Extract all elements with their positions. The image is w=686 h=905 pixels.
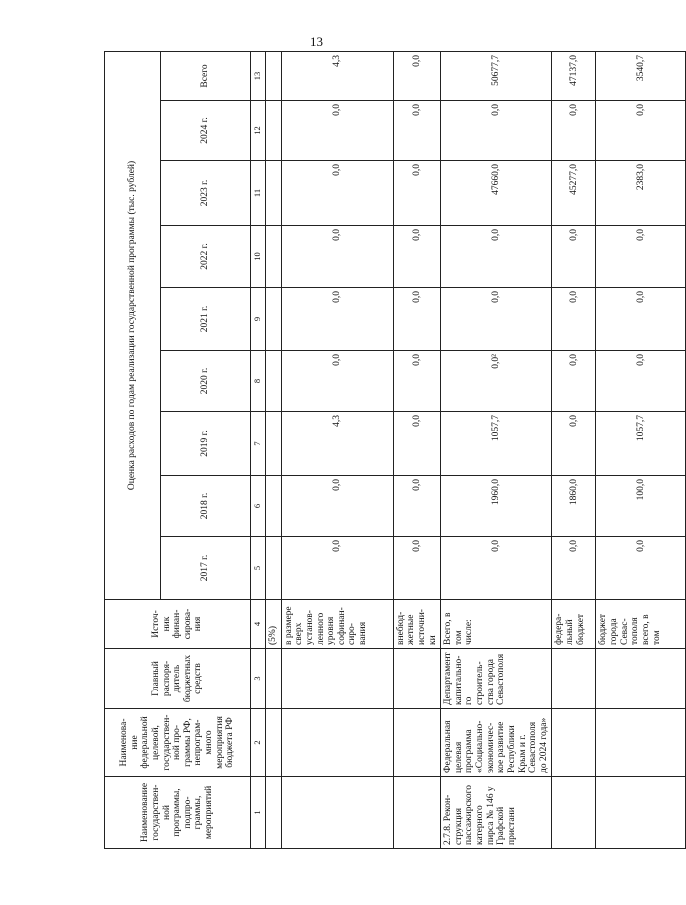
rotated-table-container (104, 52, 662, 849)
header-col2: Наименова-ние федеральной целевой, государствен-ной про-граммы РФ, непрограм-много мероприятия бюджета РФ (105, 709, 251, 777)
table-cell (281, 777, 393, 849)
table-cell: 0,0 (596, 101, 686, 161)
table-cell (266, 412, 282, 476)
table-cell: 0,0 (393, 161, 441, 226)
table-cell (552, 709, 596, 777)
table-cell: 0,0 (281, 476, 393, 537)
header-year: 2024 г. (161, 101, 251, 161)
header-year: 2021 г. (161, 288, 251, 351)
table-cell: 0,0 (393, 412, 441, 476)
header-year: 2023 г. (161, 161, 251, 226)
table-cell (266, 537, 282, 600)
table-row (441, 51, 552, 848)
header-col4: Источ-ник финан-сирова-ния (105, 600, 251, 649)
table-cell: 0,0 (596, 288, 686, 351)
table-cell: 0,0 (552, 537, 596, 600)
table-cell (266, 51, 282, 100)
table-cell: 0,0 (441, 101, 552, 161)
table-cell (266, 476, 282, 537)
table-cell: 0,0 (441, 288, 552, 351)
col-number: 3 (251, 649, 266, 709)
table-cell: 0,0 (281, 288, 393, 351)
table-cell: 0,0 (441, 537, 552, 600)
table-cell (266, 101, 282, 161)
header-year: 2020 г. (161, 351, 251, 412)
table-cell: 0,0 (552, 351, 596, 412)
table-cell: 1960,0 (441, 476, 552, 537)
table-cell (596, 709, 686, 777)
table-cell (266, 709, 282, 777)
table-cell (266, 649, 282, 709)
expenditure-table (104, 51, 686, 849)
col-number: 11 (251, 161, 266, 226)
table-cell: 0,0 (393, 288, 441, 351)
table-row (596, 51, 686, 848)
page-number: 13 (310, 34, 323, 49)
table-cell (596, 649, 686, 709)
table-cell: Всего, в том числе: (441, 600, 552, 649)
table-cell: 4,3 (281, 51, 393, 100)
table-cell: 1057,7 (441, 412, 552, 476)
table-cell: 47137,0 (552, 51, 596, 100)
header-year: 2022 г. (161, 226, 251, 288)
header-total: Всего (161, 51, 251, 100)
col-number: 12 (251, 101, 266, 161)
table-cell (552, 649, 596, 709)
column-number-row (251, 51, 266, 848)
col-number: 1 (251, 777, 266, 849)
table-cell: 0,0 (281, 226, 393, 288)
col-number: 5 (251, 537, 266, 600)
header-col1: Наименование государствен-ной программы, подпро-граммы, мероприятий (105, 777, 251, 849)
col-number: 7 (251, 412, 266, 476)
table-cell (393, 709, 441, 777)
table-cell: 0,0² (441, 351, 552, 412)
table-cell: 0,0 (393, 101, 441, 161)
table-cell: 2.7.8. Рекон-струкция пассажирского катерного пирса № 146 у Графской пристани (441, 777, 552, 849)
table-cell: 1057,7 (596, 412, 686, 476)
table-row (393, 51, 441, 848)
table-cell: 45277,0 (552, 161, 596, 226)
table-cell: 0,0 (393, 51, 441, 100)
header-row-group (105, 51, 161, 848)
table-cell: 0,0 (441, 226, 552, 288)
table-cell (266, 288, 282, 351)
header-col3: Главный распоря-дитель бюджетных средств (105, 649, 251, 709)
table-cell: 0,0 (281, 161, 393, 226)
table-cell (393, 649, 441, 709)
table-cell (266, 351, 282, 412)
table-cell (596, 777, 686, 849)
col-number: 8 (251, 351, 266, 412)
table-cell: 0,0 (393, 226, 441, 288)
table-cell: 0,0 (393, 351, 441, 412)
table-row (281, 51, 393, 848)
table-cell: 3540,7 (596, 51, 686, 100)
col-number: 9 (251, 288, 266, 351)
table-cell: бюджет города Севас-тополя всего, в том (596, 600, 686, 649)
col-number: 10 (251, 226, 266, 288)
table-cell: 0,0 (393, 537, 441, 600)
col-number: 4 (251, 600, 266, 649)
table-cell: 1860,0 (552, 476, 596, 537)
table-cell: 50677,7 (441, 51, 552, 100)
table-cell: 0,0 (596, 351, 686, 412)
table-cell: 0,0 (552, 226, 596, 288)
table-cell: 100,0 (596, 476, 686, 537)
table-cell: 47660,0 (441, 161, 552, 226)
table-cell: 0,0 (596, 226, 686, 288)
table-cell (393, 777, 441, 849)
col-number: 2 (251, 709, 266, 777)
header-year: 2018 г. (161, 476, 251, 537)
table-cell: 0,0 (281, 351, 393, 412)
table-cell: 0,0 (552, 101, 596, 161)
table-cell: 0,0 (281, 537, 393, 600)
table-cell (266, 777, 282, 849)
col-number: 13 (251, 51, 266, 100)
table-cell: (5%) (266, 600, 282, 649)
col-number: 6 (251, 476, 266, 537)
table-cell: в размере сверх установ-ленного уровня софинан-сиро-вания (281, 600, 393, 649)
table-cell: Департамент капитально-го строитель-ства города Севастополя (441, 649, 552, 709)
table-cell (266, 226, 282, 288)
table-cell (552, 777, 596, 849)
table-row (552, 51, 596, 848)
table-cell: 2383,0 (596, 161, 686, 226)
table-cell: федера-льный бюджет (552, 600, 596, 649)
table-cell: 0,0 (552, 412, 596, 476)
table-cell: Федеральная целевая программа «Социально-экономичес-кое развитие Республики Крым и г. Севастополя до 2024 года» (441, 709, 552, 777)
table-cell: внебюд-жетные источни-ки (393, 600, 441, 649)
table-cell (281, 709, 393, 777)
header-year: 2019 г. (161, 412, 251, 476)
table-body (266, 51, 686, 848)
table-cell: 0,0 (596, 537, 686, 600)
header-group: Оценка расходов по годам реализации государственной программы (тыс. рублей) (105, 51, 161, 599)
table-cell: 4,3 (281, 412, 393, 476)
table-cell (281, 649, 393, 709)
table-cell: 0,0 (393, 476, 441, 537)
header-year: 2017 г. (161, 537, 251, 600)
table-row (266, 51, 282, 848)
table-cell: 0,0 (281, 101, 393, 161)
table-cell (266, 161, 282, 226)
table-cell: 0,0 (552, 288, 596, 351)
